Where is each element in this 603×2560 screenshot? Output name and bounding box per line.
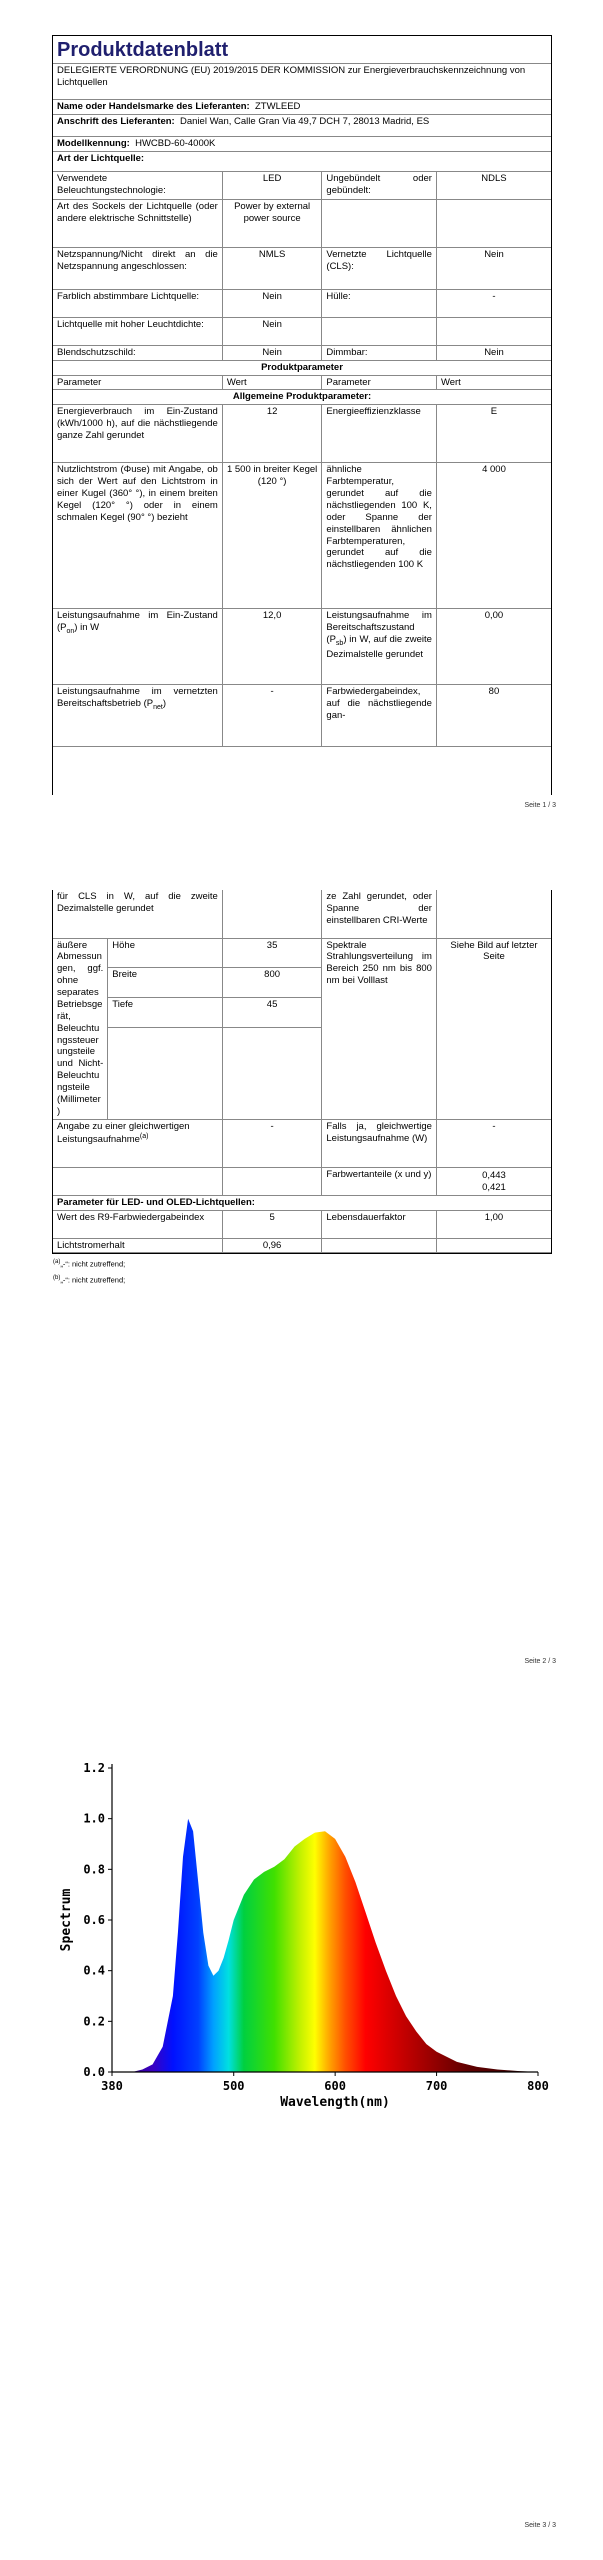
class-value: E bbox=[436, 405, 551, 463]
general-params-heading: Allgemeine Produktparameter: bbox=[53, 390, 551, 405]
envelope-value: - bbox=[436, 289, 551, 317]
x-tick-label: 380 bbox=[101, 2079, 123, 2093]
class-label: Energieeffizienzklasse bbox=[322, 405, 437, 463]
net-standby-value: - bbox=[222, 685, 322, 747]
dimmable-value: Nein bbox=[436, 345, 551, 360]
x-tick-label: 600 bbox=[324, 2079, 346, 2093]
datasheet-frame-1 bbox=[52, 35, 552, 795]
page-number: Seite 2 / 3 bbox=[524, 1658, 556, 1665]
connected-label: Vernetzte Lichtquelle (CLS): bbox=[322, 247, 437, 289]
cct-label: ähnliche Farbtemperatur, gerundet auf die nächstliegenden 100 K, oder Spanne der einstellbaren ähnlichen Farbtemperaturen, gerundet auf die nächstliegenden 100 K bbox=[322, 463, 437, 609]
page-number: Seite 3 / 3 bbox=[524, 2522, 556, 2529]
model-id: HWCBD-60-4000K bbox=[135, 137, 216, 149]
empty-cell bbox=[108, 1027, 223, 1119]
product-params-heading: Produktparameter bbox=[53, 360, 551, 375]
dimensions-label: äußere Abmessungen, ggf. ohne separates Betriebsgerät, Beleuchtungssteuerungsteile und Nicht-Beleuchtungsteile (Millimeter) bbox=[53, 938, 108, 1119]
value-header: Wert bbox=[222, 375, 322, 390]
page-3 bbox=[0, 1700, 603, 2560]
y-axis-label: Spectrum bbox=[59, 1888, 74, 1952]
cri-label-cont: ze Zahl gerundet, oder Spanne der einstellbaren CRI-Werte bbox=[322, 890, 437, 938]
empty-cell bbox=[222, 1167, 322, 1195]
empty-cell bbox=[222, 890, 322, 938]
tech-value: LED bbox=[222, 171, 322, 199]
footnotes bbox=[52, 1256, 552, 1288]
spectral-label: Spektrale Strahlungsverteilung im Bereich 250 nm bis 800 nm bei Volllast bbox=[322, 938, 437, 1119]
socket-value: Power by external power source bbox=[222, 199, 322, 247]
equiv-power-value: - bbox=[436, 1119, 551, 1167]
spectrum-chart bbox=[0, 1750, 603, 2130]
survival-value: 1,00 bbox=[436, 1210, 551, 1238]
maintenance-value: 0,96 bbox=[222, 1238, 322, 1253]
datasheet-table-1 bbox=[53, 36, 551, 747]
power-on-value: 12,0 bbox=[222, 609, 322, 685]
value-header: Wert bbox=[436, 375, 551, 390]
net-standby-label-cont: für CLS in W, auf die zweite Dezimalstelle gerundet bbox=[53, 890, 222, 938]
footnote-a: $^{(a)}$„-“: nicht zutreffend; bbox=[53, 1259, 126, 1269]
standby-value: 0,00 bbox=[436, 609, 551, 685]
x-tick-label: 700 bbox=[425, 2079, 448, 2093]
empty-cell bbox=[436, 1238, 551, 1253]
tech-label: Verwendete Beleuchtungstechnologie: bbox=[53, 171, 222, 199]
regulation-text: DELEGIERTE VERORDNUNG (EU) 2019/2015 DER KOMMISSION zur Energieverbrauchskennzeichnung von Lichtquellen bbox=[53, 64, 551, 100]
energy-label: Energieverbrauch im Ein-Zustand (kWh/1000 h), auf die nächstliegende ganze Zahl gerundet bbox=[53, 405, 222, 463]
page-title: Produktdatenblatt bbox=[53, 36, 551, 64]
antiglare-label: Blendschutzschild: bbox=[53, 345, 222, 360]
chromaticity-value: 0,443 0,421 bbox=[436, 1167, 551, 1195]
empty-cell bbox=[53, 1167, 222, 1195]
y-tick-label: 0.6 bbox=[83, 1913, 105, 1927]
supplier-name-row bbox=[53, 100, 551, 115]
bundled-value: NDLS bbox=[436, 171, 551, 199]
power-on-label: Leistungsaufnahme im Ein-Zustand $(P_{on})$ in W bbox=[53, 609, 222, 685]
spectral-value: Siehe Bild auf letzter Seite bbox=[436, 938, 551, 1119]
supplier-name-label: Name oder Handelsmarke des Lieferanten: bbox=[57, 101, 250, 112]
y-tick-label: 0.4 bbox=[83, 1963, 105, 1978]
model-label: Modellkennung: bbox=[57, 137, 130, 149]
page-2 bbox=[0, 890, 603, 1700]
height-value: 35 bbox=[222, 938, 322, 968]
footnote-b: $^{(b)}$„-“: nicht zutreffend; bbox=[53, 1274, 126, 1285]
supplier-address: Daniel Wan, Calle Gran Via 49,7 DCH 7, 28013 Madrid, ES bbox=[180, 115, 430, 127]
supplier-address-row bbox=[53, 114, 551, 136]
model-row bbox=[53, 136, 551, 151]
empty-cell bbox=[322, 1238, 437, 1253]
equiv-power-label: Falls ja, gleichwertige Leistungsaufnahme (W) bbox=[322, 1119, 437, 1167]
envelope-label: Hülle: bbox=[322, 289, 437, 317]
param-header: Parameter bbox=[53, 375, 222, 390]
connected-value: Nein bbox=[436, 247, 551, 289]
maintenance-label: Lichtstromerhalt bbox=[53, 1238, 222, 1253]
x-tick-label: 800 bbox=[527, 2079, 549, 2093]
flux-value: 1 500 in breiter Kegel (120 °) bbox=[222, 463, 322, 609]
empty-cell bbox=[436, 317, 551, 345]
datasheet-table-2 bbox=[53, 890, 551, 1253]
param-header: Parameter bbox=[322, 375, 437, 390]
cct-value: 4 000 bbox=[436, 463, 551, 609]
empty-cell bbox=[222, 1027, 322, 1119]
empty-cell bbox=[322, 199, 437, 247]
y-tick-label: 1.0 bbox=[83, 1811, 105, 1826]
y-tick-label: 0.2 bbox=[83, 2014, 105, 2029]
bundled-label: Ungebündelt oder gebündelt: bbox=[322, 171, 437, 199]
depth-label: Tiefe bbox=[108, 997, 223, 1027]
colour-tunable-label: Farblich abstimmbare Lichtquelle: bbox=[53, 289, 222, 317]
y-tick-label: 1.2 bbox=[83, 1761, 105, 1775]
r9-label: Wert des R9-Farbwiedergabeindex bbox=[53, 1210, 222, 1238]
page-1 bbox=[0, 0, 603, 820]
datasheet-frame-2 bbox=[52, 890, 552, 1254]
cri-label: Farbwiedergabeindex, auf die nächstliegende gan- bbox=[322, 685, 437, 747]
empty-cell bbox=[436, 199, 551, 247]
light-type-heading: Art der Lichtquelle: bbox=[53, 151, 551, 171]
net-standby-label: Leistungsaufnahme im vernetzten Bereitschaftsbetrieb $(P_{net})$ bbox=[53, 685, 222, 747]
colour-tunable-value: Nein bbox=[222, 289, 322, 317]
high-luminance-value: Nein bbox=[222, 317, 322, 345]
socket-label: Art des Sockels der Lichtquelle (oder andere elektrische Schnittstelle) bbox=[53, 199, 222, 247]
depth-value: 45 bbox=[222, 997, 322, 1027]
r9-value: 5 bbox=[222, 1210, 322, 1238]
x-axis-label: Wavelength(nm) bbox=[280, 2095, 390, 2110]
supplier-address-label: Anschrift des Lieferanten: bbox=[57, 115, 175, 127]
supplier-name: ZTWLEED bbox=[255, 101, 301, 112]
flux-label: Nutzlichtstrom (Φuse) mit Angabe, ob sich der Wert auf den Lichtstrom in einer Kugel (360° °), in einem breiten Kegel (120° °) oder in einem schmalen Kegel (90° °) bezieht bbox=[53, 463, 222, 609]
height-label: Höhe bbox=[108, 938, 223, 968]
mains-label: Netzspannung/Nicht direkt an die Netzspannung angeschlossen: bbox=[53, 247, 222, 289]
page-number: Seite 1 / 3 bbox=[524, 802, 556, 809]
empty-cell bbox=[322, 317, 437, 345]
spectrum-area bbox=[112, 1819, 538, 2072]
survival-label: Lebensdauerfaktor bbox=[322, 1210, 437, 1238]
y-tick-label: 0.8 bbox=[83, 1862, 105, 1877]
width-label: Breite bbox=[108, 968, 223, 998]
antiglare-value: Nein bbox=[222, 345, 322, 360]
standby-label: Leistungsaufnahme im Bereitschaftszustand $(P_{sb})$ in W, auf die zweite Dezimalstelle gerundet bbox=[322, 609, 437, 685]
chromaticity-label: Farbwertanteile (x und y) bbox=[322, 1167, 437, 1195]
high-luminance-label: Lichtquelle mit hoher Leuchtdichte: bbox=[53, 317, 222, 345]
cri-value: 80 bbox=[436, 685, 551, 747]
y-tick-label: 0.0 bbox=[83, 2065, 105, 2079]
equiv-label: Angabe zu einer gleichwertigen Leistungsaufnahme$^{(a)}$ bbox=[53, 1119, 222, 1167]
empty-cell bbox=[436, 890, 551, 938]
mains-value: NMLS bbox=[222, 247, 322, 289]
led-params-heading: Parameter für LED- und OLED-Lichtquellen: bbox=[53, 1195, 551, 1210]
energy-value: 12 bbox=[222, 405, 322, 463]
equiv-value: - bbox=[222, 1119, 322, 1167]
width-value: 800 bbox=[222, 968, 322, 998]
x-tick-label: 500 bbox=[222, 2079, 245, 2093]
dimmable-label: Dimmbar: bbox=[322, 345, 437, 360]
chart-plot bbox=[83, 1761, 549, 2093]
